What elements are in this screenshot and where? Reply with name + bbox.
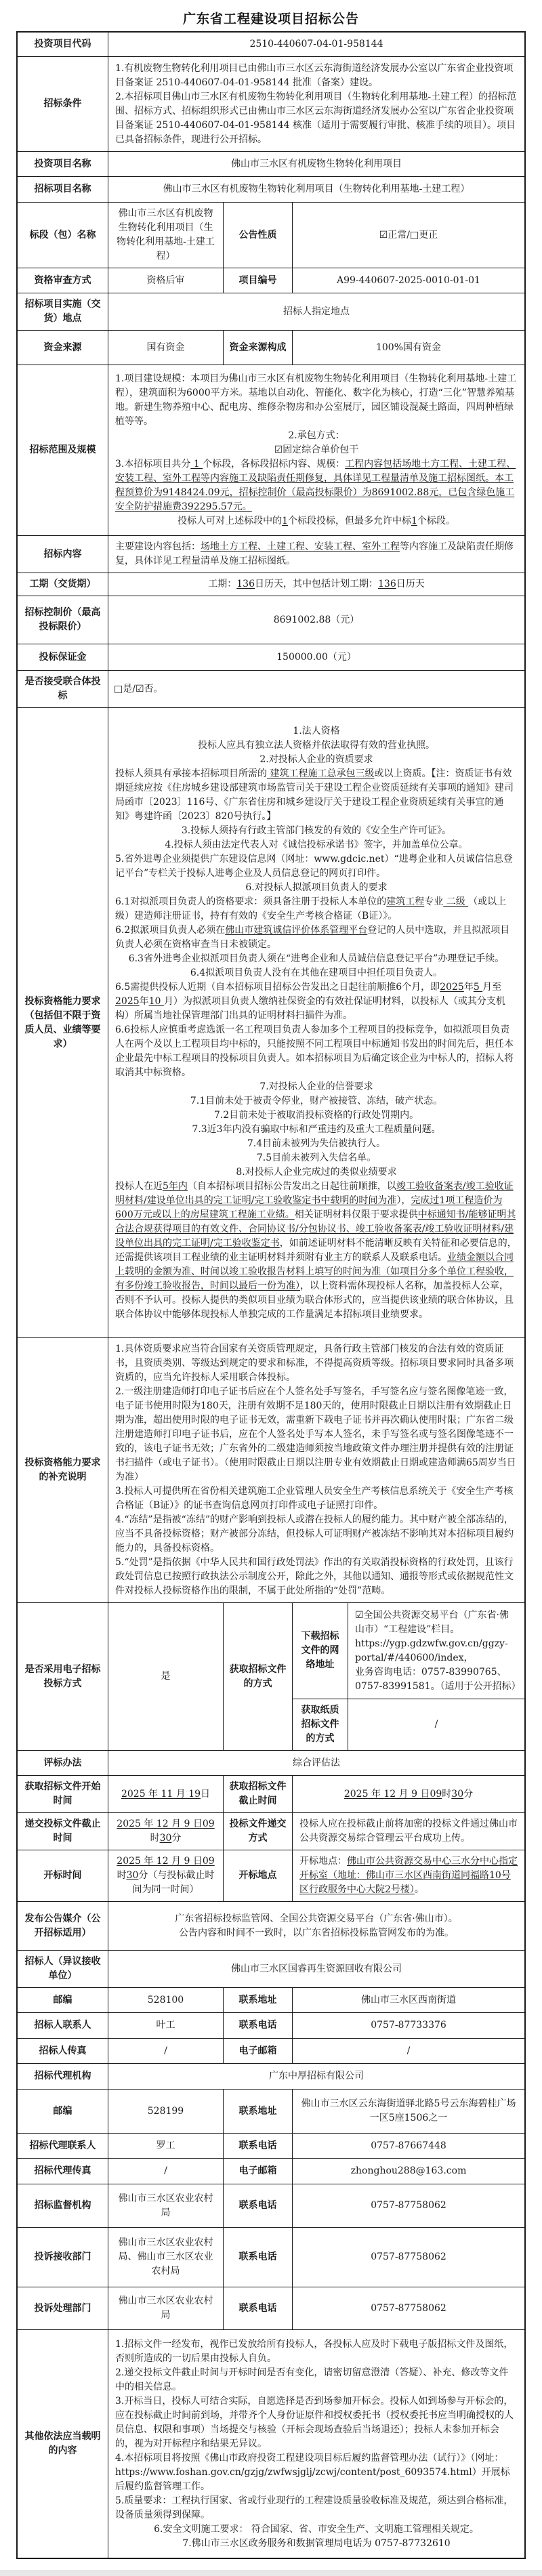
scope-scale-value: 1.项目建设规模：本项目为佛山市三水区有机废物生物转化利用项目（生物转化利用基地-土建工程），建筑面积为6000平方米。基地以自动化、智能化、数字化为核心，打造“三化”智慧养殖基地。新建生物养殖中心、配电房、维修杂物房和办公室展厅，园区铺设混凝土路面，四周种植绿植等等。 2.承包方式： ☑固定综合单价包干 3.本招标项目共分 1 个标段，各标段招标内容、规模：工程内容包括场地土方工程、土建工程、安装工程、室外工程等内容施工及缺陷责任期修复，具体详见工程量清单及施工招标图纸。本工程预算价为9148424.09元，招标控制价（最高投标限价）为8691002.88元，已包含绿色施工安全防护措施费392295.57元。 投标人可对上述标段中的1个标段投标，但最多允许中标1个标段。: [115, 373, 517, 526]
row-agency: [18, 2064, 524, 2090]
submission-method-label: 投标文件递交方式: [224, 1813, 293, 1850]
tenderer-postcode-value: 528100: [108, 1988, 224, 2012]
download-url-value: ☑全国公共资源交易平台（广东省·佛山市）“工程建设”栏目。 https://ygp.gdzwfw.gov.cn/ggzy-portal/#/440600/index， 业务咨询电话：0757-83990765、0757-83991581。（适用于公开招标）: [355, 1609, 521, 1692]
complaint-receiving-label: 投诉接收部门: [18, 2228, 108, 2287]
agency-fax-label: 招标代理传真: [18, 2159, 108, 2184]
agency-address-value: 佛山市三水区云东海街道驿北路5号云东海碧桂广场一区5座1506之一: [301, 2098, 516, 2123]
row-complaint-receiving: [18, 2228, 524, 2287]
doc-obtain-start-label: 获取招标文件开始时间: [18, 1776, 108, 1812]
row-other-contents: [18, 2330, 524, 2558]
row-bid-bond: [18, 644, 524, 671]
doc-obtain-method-label: 获取招标文件的方式: [224, 1603, 293, 1750]
row-agency-fax: [18, 2159, 524, 2184]
supervision-phone-label: 联系电话: [224, 2184, 293, 2227]
subrow-download-url: [293, 1603, 524, 1699]
section-package-label: 标段（包）名称: [18, 203, 108, 268]
tenderer-fax-value: /: [108, 2039, 224, 2063]
complaint-receiving-phone-label: 联系电话: [224, 2228, 293, 2287]
tenderer-phone-value: 0757-87733376: [371, 2020, 446, 2031]
bid-opening-time-value: 2025 年 12 月 9 日09时30分（与投标截止时间为同一时间）: [108, 1850, 224, 1901]
qualification-requirements-label: 投标资格能力要求（包括但不限于资质人员、业绩等要求）: [18, 708, 108, 1337]
row-tender-project-name: [18, 177, 524, 203]
agency-email-value: zhonghou288@163.com: [350, 2165, 467, 2176]
tenderer-contact-label: 招标人联系人: [18, 2013, 108, 2038]
notice-nature-value: ☑正常/□更正: [379, 229, 438, 241]
tender-content-value: 主要建设内容包括：场地土方工程、土建工程、安装工程、室外工程等内容施工及缺陷责任期修复，具体详见工程量清单及施工招标图纸。: [115, 541, 514, 566]
bid-bond-value: 150000.00（元）: [276, 651, 356, 663]
tenderer-address-value: 佛山市三水区西南街道: [361, 1994, 456, 2006]
doc-obtain-deadline-label: 获取招标文件截止时间: [224, 1776, 293, 1812]
row-tenderer: [18, 1951, 524, 1988]
agency-postcode-value: 528199: [108, 2090, 224, 2133]
page-bottom-divider: [0, 2570, 542, 2576]
row-consortium: [18, 671, 524, 708]
duration-value: 工期：136日历天，其中包括计划工期：136日历天: [208, 579, 425, 589]
doc-obtain-start-value: 2025 年 11 月 19日: [108, 1776, 224, 1812]
bid-opening-place-label: 开标地点: [224, 1850, 293, 1901]
row-scope-scale: [18, 365, 524, 536]
project-code-value: 2510-440607-04-01-958144: [249, 39, 383, 49]
row-qualification-review: [18, 268, 524, 293]
agency-contact-value: 罗工: [108, 2134, 224, 2158]
tenderer-phone-label: 联系电话: [224, 2013, 293, 2038]
agency-value: 广东中厚招标有限公司: [269, 2071, 364, 2081]
control-price-value: 8691002.88（元）: [273, 614, 360, 625]
row-fund-source: [18, 331, 524, 365]
tenderer-value: 佛山市三水区国睿再生资源回收有限公司: [231, 1963, 402, 1974]
investment-project-name-label: 投资项目名称: [18, 152, 108, 176]
supervision-phone-value: 0757-87758062: [371, 2200, 446, 2211]
section-package-value: 佛山市三水区有机废物生物转化利用项目（生物转化利用基地-土建工程）: [108, 203, 224, 268]
complaint-handling-value: 佛山市三水区农业农村局: [108, 2287, 224, 2329]
other-contents-label: 其他依法应当载明的内容: [18, 2330, 108, 2558]
electronic-bidding-label: 是否采用电子招标投标方式: [18, 1603, 108, 1750]
tenderer-email-label: 电子邮箱: [224, 2039, 293, 2063]
tenderer-postcode-label: 邮编: [18, 1988, 108, 2012]
row-supervision: [18, 2184, 524, 2228]
bid-bond-label: 投标保证金: [18, 644, 108, 670]
fund-composition-label: 资金来源构成: [224, 331, 293, 365]
project-code-label: 投资项目代码: [18, 33, 108, 56]
agency-phone-value: 0757-87667448: [371, 2140, 446, 2151]
qualification-review-label: 资格审查方式: [18, 268, 108, 293]
row-qualification-supplement: [18, 1338, 524, 1603]
row-agency-contact: [18, 2134, 524, 2159]
row-section-package: [18, 203, 524, 268]
investment-project-name-value: 佛山市三水区有机废物生物转化利用项目: [231, 158, 402, 169]
tender-project-name-label: 招标项目名称: [18, 177, 108, 202]
agency-fax-value: /: [108, 2159, 224, 2184]
row-tenderer-postcode: [18, 1988, 524, 2013]
row-tender-content: [18, 536, 524, 573]
consortium-label: 是否接受联合体投标: [18, 671, 108, 707]
complaint-receiving-phone-value: 0757-87758062: [371, 2251, 446, 2262]
row-tenderer-fax: [18, 2039, 524, 2064]
agency-postcode-label: 邮编: [18, 2090, 108, 2133]
row-project-code: [18, 33, 524, 57]
row-bid-conditions: [18, 57, 524, 152]
row-qualification-requirements: [18, 708, 524, 1338]
bid-conditions-value: 1.有机废物生物转化利用项目已由佛山市三水区云东海街道经济发展办公室以广东省企业投资项目备案证 2510-440607-04-01-958144 批准（备案）建设。 2.本招标项目佛山市三水区有机废物生物转化利用项目（生物转化利用基地-土建工程）的招标范围、招标方式、招标组织形式已由佛山市三水区云东海街道经济发展办公室以广东省企业投资项目备案证 2510-440607-04-01-958144 核准（适用于需要履行审批、核准手续的项目）。项目已具备招标条件，现进行公开招标。: [115, 62, 517, 145]
row-duration: [18, 573, 524, 596]
tenderer-fax-label: 招标人传真: [18, 2039, 108, 2063]
download-url-label: 下载招标文件的网络地址: [293, 1603, 348, 1699]
agency-email-label: 电子邮箱: [224, 2159, 293, 2184]
paper-method-value: /: [434, 1719, 438, 1730]
row-doc-obtain-time: [18, 1776, 524, 1813]
row-implementation-place: [18, 293, 524, 331]
agency-address-label: 联系地址: [224, 2090, 293, 2133]
tenderer-contact-value: 叶工: [108, 2013, 224, 2038]
supervision-label: 招标监督机构: [18, 2184, 108, 2227]
announcement-media-label: 发布公告媒介（公开招标适用）: [18, 1902, 108, 1950]
tender-content-label: 招标内容: [18, 536, 108, 573]
qualification-review-value: 资格后审: [108, 268, 224, 293]
agency-phone-label: 联系电话: [224, 2134, 293, 2158]
supervision-value: 佛山市三水区农业农村局: [108, 2184, 224, 2227]
consortium-value: □是/☑否。: [114, 683, 163, 694]
qualification-supplement-label: 投标资格能力要求的补充说明: [18, 1338, 108, 1602]
complaint-receiving-value: 佛山市三水区农业农村局、佛山市三水区农业农村局: [108, 2228, 224, 2287]
doc-obtain-method-group: [293, 1603, 524, 1750]
qualification-requirements-value: 1.法人资格 投标人应具有独立法人资格并依法取得有效的营业执照。 2.对投标人企业的资质要求 投标人须具有承接本招标项目所需的 建筑工程施工总承包三级或以上资质。【注：资质证书有效期延续应按《住房城乡建设部建筑市场监管司关于建设工程企业资质延续有关事项的通知》建司局函市〔2023〕116号、《广东省住房和城乡建设厅关于建设工程企业资质延续有关事宜的通知》粤建许函〔2023〕820号执行。】 3.投标人须持有行政主管部门核发的有效的《安全生产许可证》。 4.投标人须由法定代表人对《诚信投标承诺书》签字，并加盖单位公章。 5.省外进粤企业须提供广东建设信息网（网址：www.gdcic.net）“进粤企业和人员诚信信息登记平台”专栏关于投标人进粤企业及人员信息登记的网页打印件。 6.对投标人拟派项目负责人的要求 6.1对拟派项目负责人的资格要求：须具备注册于投标人本单位的建筑工程专业 二级 （或以上级）建造师注册证书，持有有效的《安全生产考核合格证（B证）》。 6.2拟派项目负责人必须在佛山市建筑诚信评价体系管理平台登记的人员中选取，并且拟派项目负责人必须在资格审查当日未被锁定。 6.3省外进粤企业拟派项目负责人须在“进粤企业和人员诚信信息登记平台”办理登记手续。 6.4拟派项目负责人没有在其他在建项目中担任项目负责人。 6.5需提供投标人近期（自本招标项目招标公告发出之日起往前顺推6个月，即2025年5 月至2025年10 月）为拟派项目负责人缴纳社保资金的有效社保证明材料，以投标人（或其分支机构）所属当地社保管理部门出具的证明材料扫描件为准。 6.6投标人应慎重考虑选派一名工程项目负责人参加多个工程项目的投标竞争，如拟派项目负责人在两个及以上工程项目均中标的，只能按照不同工程项目中标通知书发出的时间先后，担任本企业最先中标工程项目的投标项目负责人。如本招标项目为后确定该企业为中标人的，招标人将取消其中标资格。 7.对投标人企业的信誉要求 7.1目前未处于被责令停业，财产被接管、冻结，破产状态。 7.2目前未处于被取消投标资格的行政处罚期内。 7.3近3年内没有骗取中标和严重违约及重大工程质量问题。 7.4目前未被列为失信被执行人。 7.5目前未被列入失信名单。 8.对投标人企业完成过的类似业绩要求 投标人在近5年内（自本招标项目招标公告发出之日起往前顺推，以竣工验收备案表/竣工验收证明材料/建设单位出具的完工证明/完工验收鉴定书中载明的时间为准），完成过1项工程造价为600万元或以上的房屋建筑工程施工业绩。相关证明材料仅限于要求提供中标通知书/能够证明其合法合规获得项目的有效文件、合同协议书/分包协议书、竣工验收备案表/竣工验收证明材料/建设单位出具的完工证明/完工验收鉴定书，如前述证明材料不能清晰反映有关特征和必要信息的，还需提供该项目工程业绩的业主证明材料并须附有业主方的联系人及联系电话。业绩金额以合同上载明的金额为准、时间以竣工验收报告材料上填写的时间为准（如项目分多个单位工程验收，有多份竣工验收报告，时间以最后一份为准），以上资料需体现投标人名称，加盖投标人公章，否则不予认可。投标人提供的类似项目业绩为联合体形式的，应当提供该业绩的联合体协议，且联合体协议中能够体现投标人单独完成的工作量满足本招标项目业绩要求。: [115, 725, 517, 1320]
complaint-handling-phone-value: 0757-87758062: [371, 2302, 446, 2314]
row-bid-opening: [18, 1850, 524, 1902]
tenderer-label: 招标人（异议接收单位）: [18, 1951, 108, 1987]
fund-composition-value: 100%国有资金: [375, 341, 442, 353]
row-control-price: [18, 596, 524, 644]
scope-scale-label: 招标范围及规模: [18, 365, 108, 535]
other-contents-value: 1.招标文件一经发布，视作已发放给所有投标人，各投标人应及时下载电子版招标文件及图纸，否则所造成的一切后果由投标人自负。 2.递交投标文件截止时间与开标时间是否有变化，请密切留意澄清（答疑）、补充、修改等文件中的相关信息。 3.开标当日，投标人可结合实际，自愿选择是否到场参加开标会。投标人如到场参与开标会的，应在投标截止时间前到场，并带齐个人身份证原件和授权委托书（授权委托书应当明确授权的人员信息、权限和事项）当场提交与核验（开标会现场查验后当场退还）；投标人未参加开标会的，视为对开标程序和结果无异议。 4.本招标项目将按照《佛山市政府投资工程建设项目标后履约监督管理办法（试行）》（网址：https://www.foshan.gov.cn/gzjg/zwfwsjglj/zcwj/content/post_6093574.html）开展标后履约监督管理工作。 5.质量要求：工程执行国家、省或行业现行的工程建设质量验收标准及规范，须达到合格标准，设备质量须得到保障。 6.安全文明施工要求： 符合国家、省、市安全生产、文明施工管理相关规定。 7.佛山市三水区政务服务和数据管理局电话为 0757-87732610: [115, 2338, 514, 2549]
tenderer-address-label: 联系地址: [224, 1988, 293, 2012]
control-price-label: 招标控制价（最高投标限价）: [18, 596, 108, 644]
complaint-handling-phone-label: 联系电话: [224, 2287, 293, 2329]
project-number-value: A99-440607-2025-0010-01-01: [337, 274, 480, 286]
paper-method-label: 获取纸质招标文件的方式: [293, 1699, 348, 1750]
notice-nature-label: 公告性质: [224, 203, 293, 268]
submission-deadline-label: 递交投标文件截止时间: [18, 1813, 108, 1850]
row-agency-postcode: [18, 2090, 524, 2134]
bid-opening-place-value: 开标地点：佛山市公共资源交易中心三水分中心指定开标室（地址：佛山市三水区西南街道同福路10号区行政服务中心大院2号楼）。: [299, 1856, 518, 1895]
tenderer-email-value: /: [406, 2045, 411, 2056]
duration-label: 工期（交货期）: [18, 573, 108, 596]
evaluation-method-label: 评标办法: [18, 1751, 108, 1775]
row-submission: [18, 1813, 524, 1850]
document-title: 广东省工程建设项目招标公告: [182, 12, 359, 26]
row-investment-project-name: [18, 152, 524, 177]
qualification-supplement-value: 1.具体资质要求应当符合国家有关资质管理规定，具备行政主管部门核发的合法有效的资质证书，且资质类别、等级达到规定的要求和标准，不得提高资质等级。招标项目要求同时具备多项资质的，应当允许投标人采用联合体投标。 2.一级注册建造师打印电子证书后应在个人签名处手写签名，手写签名应与签名图像笔迹一致，电子证书使用时限为180天，注册有效期不足180天的，使用时限截止日期以注册有效期截止日期为准，超出使用时限的电子证书无效，需重新下载电子证书并再次确认使用时限；广东省二级注册建造师打印电子证书后，应在个人签名处手写本人签名，未手写签名或与签名图像笔迹不一致的，该电子证书无效；广东省外的二级建造师须按当地政策文件办理注册并提供有效的注册证书扫描件（或电子证书）。（使用时限截止日期以注册专业有效期截止日期或建造师满65周岁当日为准） 3.投标人可提供所在省份相关建筑施工企业管理人员安全生产考核信息系统关于《安全生产考核合格证（B证）》的证书查询信息网页打印件或电子证照打印件。 4.“冻结”是指被“冻结”的财产影响到投标人或潜在投标人的履约能力。其中财产被全部冻结的，应当不具备投标资格；财产被部分冻结，但投标人可证明财产被冻结不影响其对本招标项目履约能力的，具备投标资格。 5.“处罚”是指依据《中华人民共和国行政处罚法》作出的有关取消投标资格的行政处罚，且该行政处罚信息已按照行政执法公示制度公开，除此之外，其他以通知、通报等形式或依据规范性文件对投标人投标资格作出的限制，不属于此处所指的“处罚”范畴。: [115, 1344, 516, 1596]
implementation-place-label: 招标项目实施（交货）地点: [18, 293, 108, 330]
submission-method-value: 投标人应在投标截止前将加密的投标文件通过佛山市公共资源交易综合管理云平台成功上传。: [299, 1819, 518, 1844]
implementation-place-value: 招标人指定地点: [283, 306, 350, 317]
row-announcement-media: [18, 1902, 524, 1951]
doc-obtain-deadline-value: 2025 年 12 月 9 日09时30分: [343, 1788, 474, 1800]
evaluation-method-value: 综合评估法: [293, 1757, 340, 1768]
bid-opening-time-label: 开标时间: [18, 1850, 108, 1901]
bid-conditions-label: 招标条件: [18, 57, 108, 151]
row-electronic-bidding: [18, 1603, 524, 1751]
announcement-media-value: 广东省招标投标监管网、全国公共资源交易平台（广东省·佛山市）。 公告内容和时间不一致时，以广东省招标投标监管网发布的为准。: [175, 1913, 458, 1938]
announcement-table: [16, 31, 526, 2559]
tender-project-name-value: 佛山市三水区有机废物生物转化利用项目（生物转化利用基地-土建工程）: [163, 184, 470, 194]
submission-deadline-value: 2025 年 12 月 9 日09时30分: [108, 1813, 224, 1850]
fund-source-label: 资金来源: [18, 331, 108, 365]
electronic-bidding-value: 是: [108, 1603, 224, 1750]
row-evaluation-method: [18, 1751, 524, 1776]
row-tenderer-contact: [18, 2013, 524, 2039]
agency-contact-label: 招标代理联系人: [18, 2134, 108, 2158]
subrow-paper-method: [293, 1699, 524, 1750]
complaint-handling-label: 投诉处理部门: [18, 2287, 108, 2329]
fund-source-value: 国有资金: [108, 331, 224, 365]
agency-label: 招标代理机构: [18, 2064, 108, 2089]
project-number-label: 项目编号: [224, 268, 293, 293]
row-complaint-handling: [18, 2287, 524, 2330]
